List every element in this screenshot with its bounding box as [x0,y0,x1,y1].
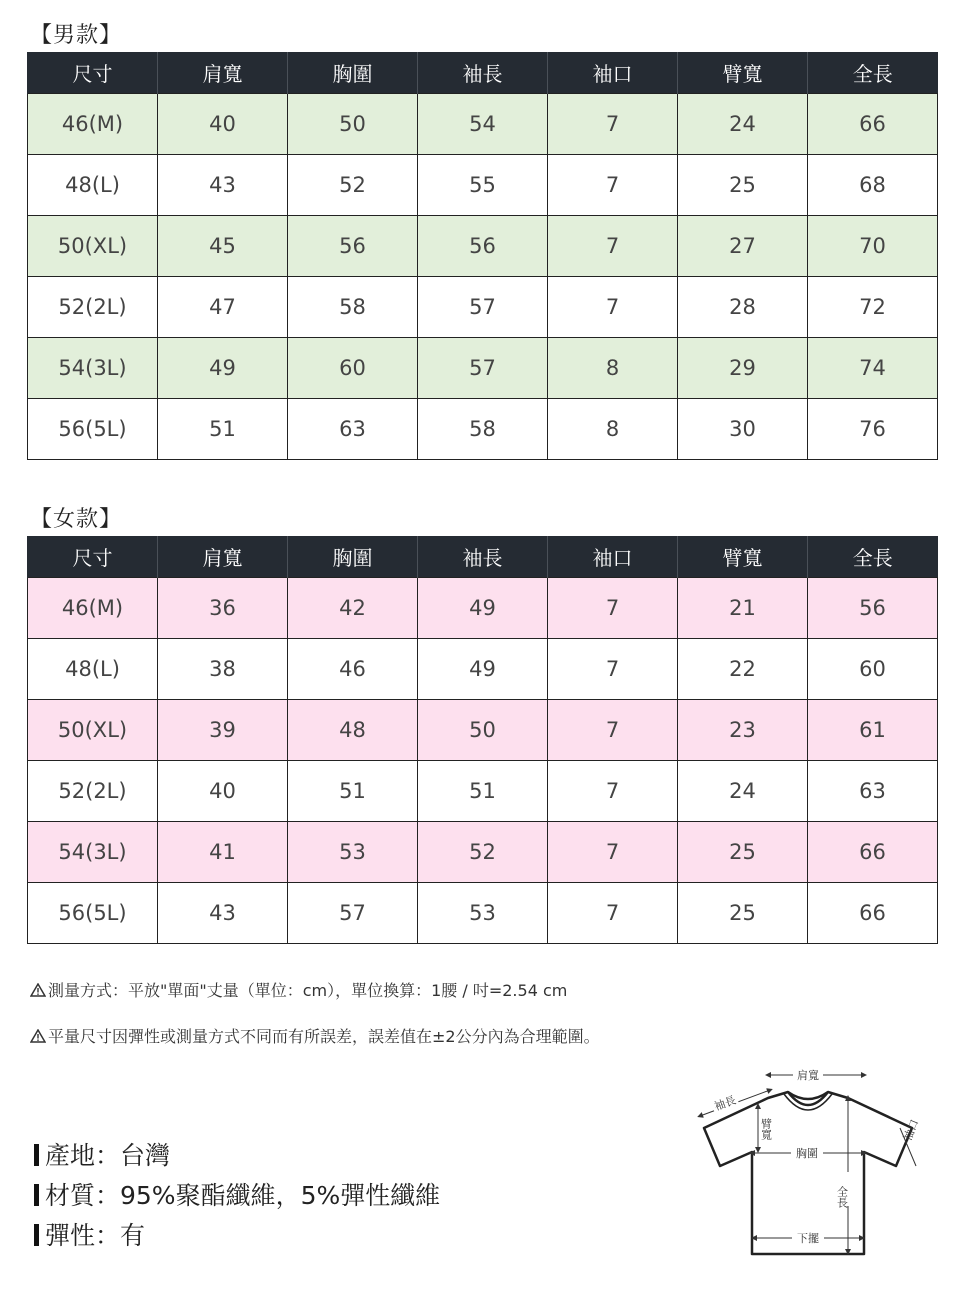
women-size-table [27,536,938,944]
spec-elasticity [34,1216,145,1252]
cell-size: 46(M) [28,578,158,639]
cell-arm-width: 24 [678,94,808,155]
spec-bullet [34,1144,39,1166]
cell-cuff: 7 [548,883,678,944]
cell-chest: 57 [288,883,418,944]
tshirt-outline [704,1092,912,1254]
cell-chest: 63 [288,399,418,460]
tolerance-note-text: 平量尺寸因彈性或測量方式不同而有所誤差，誤差值在±2公分內為合理範圍。 [48,1027,600,1046]
men-header-row [28,52,938,94]
men-section-title: 【男款】 [30,23,123,48]
header-size: 尺寸 [28,536,158,578]
cell-arm-width: 21 [678,578,808,639]
men-size-table [27,52,938,460]
table-row [28,578,938,639]
diagram-arm-width-label: 臂寬 [759,1118,773,1140]
cell-sleeve-length: 56 [418,216,548,277]
cell-chest: 51 [288,761,418,822]
cell-chest: 52 [288,155,418,216]
tshirt-measurement-diagram [690,1062,940,1262]
measurement-note [30,978,567,1001]
cell-size: 48(L) [28,155,158,216]
table-row [28,883,938,944]
cell-size: 50(XL) [28,216,158,277]
cell-chest: 60 [288,338,418,399]
cell-shoulder: 36 [158,578,288,639]
cell-length: 66 [808,822,938,883]
measurement-note-text: 測量方式：平放"單面"丈量（單位：cm），單位換算：1腰 / 吋=2.54 cm [48,981,568,1000]
cell-sleeve-length: 57 [418,338,548,399]
cell-length: 66 [808,94,938,155]
header-arm-width: 臂寬 [678,536,808,578]
cell-arm-width: 25 [678,883,808,944]
header-shoulder: 肩寬 [158,52,288,94]
header-sleeve-length: 袖長 [418,536,548,578]
table-row [28,216,938,277]
cell-sleeve-length: 49 [418,639,548,700]
cell-shoulder: 38 [158,639,288,700]
cell-cuff: 7 [548,639,678,700]
table-row [28,338,938,399]
spec-origin [34,1136,170,1172]
header-chest: 胸圍 [288,52,418,94]
cell-chest: 50 [288,94,418,155]
cell-shoulder: 39 [158,700,288,761]
cell-length: 56 [808,578,938,639]
spec-material [34,1176,440,1212]
cell-chest: 56 [288,216,418,277]
cell-cuff: 7 [548,155,678,216]
cell-sleeve-length: 49 [418,578,548,639]
cell-sleeve-length: 52 [418,822,548,883]
diagram-chest-label: 胸圍 [796,1147,818,1160]
cell-length: 60 [808,639,938,700]
table-row [28,700,938,761]
cell-size: 54(3L) [28,822,158,883]
cell-sleeve-length: 54 [418,94,548,155]
cell-shoulder: 40 [158,761,288,822]
diagram-hem-label: 下擺 [797,1232,819,1245]
women-section-title: 【女款】 [30,507,123,532]
cell-cuff: 7 [548,94,678,155]
cell-arm-width: 27 [678,216,808,277]
cell-arm-width: 23 [678,700,808,761]
cell-shoulder: 43 [158,155,288,216]
cell-arm-width: 28 [678,277,808,338]
cell-length: 70 [808,216,938,277]
cell-size: 52(2L) [28,761,158,822]
cell-length: 76 [808,399,938,460]
warning-icon [30,983,46,997]
header-cuff: 袖口 [548,536,678,578]
header-cuff: 袖口 [548,52,678,94]
header-length: 全長 [808,52,938,94]
cell-length: 66 [808,883,938,944]
cell-arm-width: 22 [678,639,808,700]
cell-chest: 48 [288,700,418,761]
table-row [28,277,938,338]
cell-size: 48(L) [28,639,158,700]
header-arm-width: 臂寬 [678,52,808,94]
cell-arm-width: 25 [678,155,808,216]
cell-cuff: 7 [548,700,678,761]
diagram-sleeve-length-label: 袖長 [712,1093,738,1114]
spec-elasticity-text: 彈性：有 [45,1221,146,1250]
cell-arm-width: 24 [678,761,808,822]
cell-cuff: 7 [548,822,678,883]
table-row [28,155,938,216]
cell-sleeve-length: 58 [418,399,548,460]
cell-shoulder: 47 [158,277,288,338]
table-row [28,822,938,883]
cell-arm-width: 30 [678,399,808,460]
cell-size: 56(5L) [28,399,158,460]
cell-sleeve-length: 53 [418,883,548,944]
diagram-length-label: 全長 [835,1186,849,1208]
table-row [28,94,938,155]
cell-sleeve-length: 50 [418,700,548,761]
cell-chest: 58 [288,277,418,338]
cell-shoulder: 51 [158,399,288,460]
cell-cuff: 7 [548,578,678,639]
women-header-row [28,536,938,578]
cell-cuff: 7 [548,277,678,338]
spec-bullet [34,1224,39,1246]
cell-shoulder: 40 [158,94,288,155]
cell-length: 72 [808,277,938,338]
diagram-cuff-label: 袖口 [901,1117,922,1143]
cell-sleeve-length: 55 [418,155,548,216]
cell-cuff: 7 [548,761,678,822]
spec-bullet [34,1184,39,1206]
cell-length: 61 [808,700,938,761]
header-shoulder: 肩寬 [158,536,288,578]
table-row [28,399,938,460]
cell-arm-width: 29 [678,338,808,399]
cell-chest: 42 [288,578,418,639]
header-sleeve-length: 袖長 [418,52,548,94]
cell-size: 52(2L) [28,277,158,338]
spec-material-text: 材質：95%聚酯纖維，5%彈性纖維 [45,1181,441,1210]
header-chest: 胸圍 [288,536,418,578]
table-row [28,639,938,700]
cell-chest: 46 [288,639,418,700]
cell-cuff: 8 [548,338,678,399]
cell-shoulder: 41 [158,822,288,883]
header-length: 全長 [808,536,938,578]
cell-sleeve-length: 51 [418,761,548,822]
cell-length: 74 [808,338,938,399]
cell-shoulder: 45 [158,216,288,277]
cell-size: 54(3L) [28,338,158,399]
cell-sleeve-length: 57 [418,277,548,338]
warning-icon [30,1029,46,1043]
spec-origin-text: 產地：台灣 [45,1141,171,1170]
diagram-shoulder-label: 肩寬 [797,1069,819,1082]
cell-chest: 53 [288,822,418,883]
cell-arm-width: 25 [678,822,808,883]
cell-size: 50(XL) [28,700,158,761]
tolerance-note [30,1024,600,1047]
cell-shoulder: 49 [158,338,288,399]
cell-length: 68 [808,155,938,216]
cell-length: 63 [808,761,938,822]
cell-size: 46(M) [28,94,158,155]
cell-cuff: 7 [548,216,678,277]
cell-size: 56(5L) [28,883,158,944]
cell-cuff: 8 [548,399,678,460]
table-row [28,761,938,822]
header-size: 尺寸 [28,52,158,94]
cell-shoulder: 43 [158,883,288,944]
